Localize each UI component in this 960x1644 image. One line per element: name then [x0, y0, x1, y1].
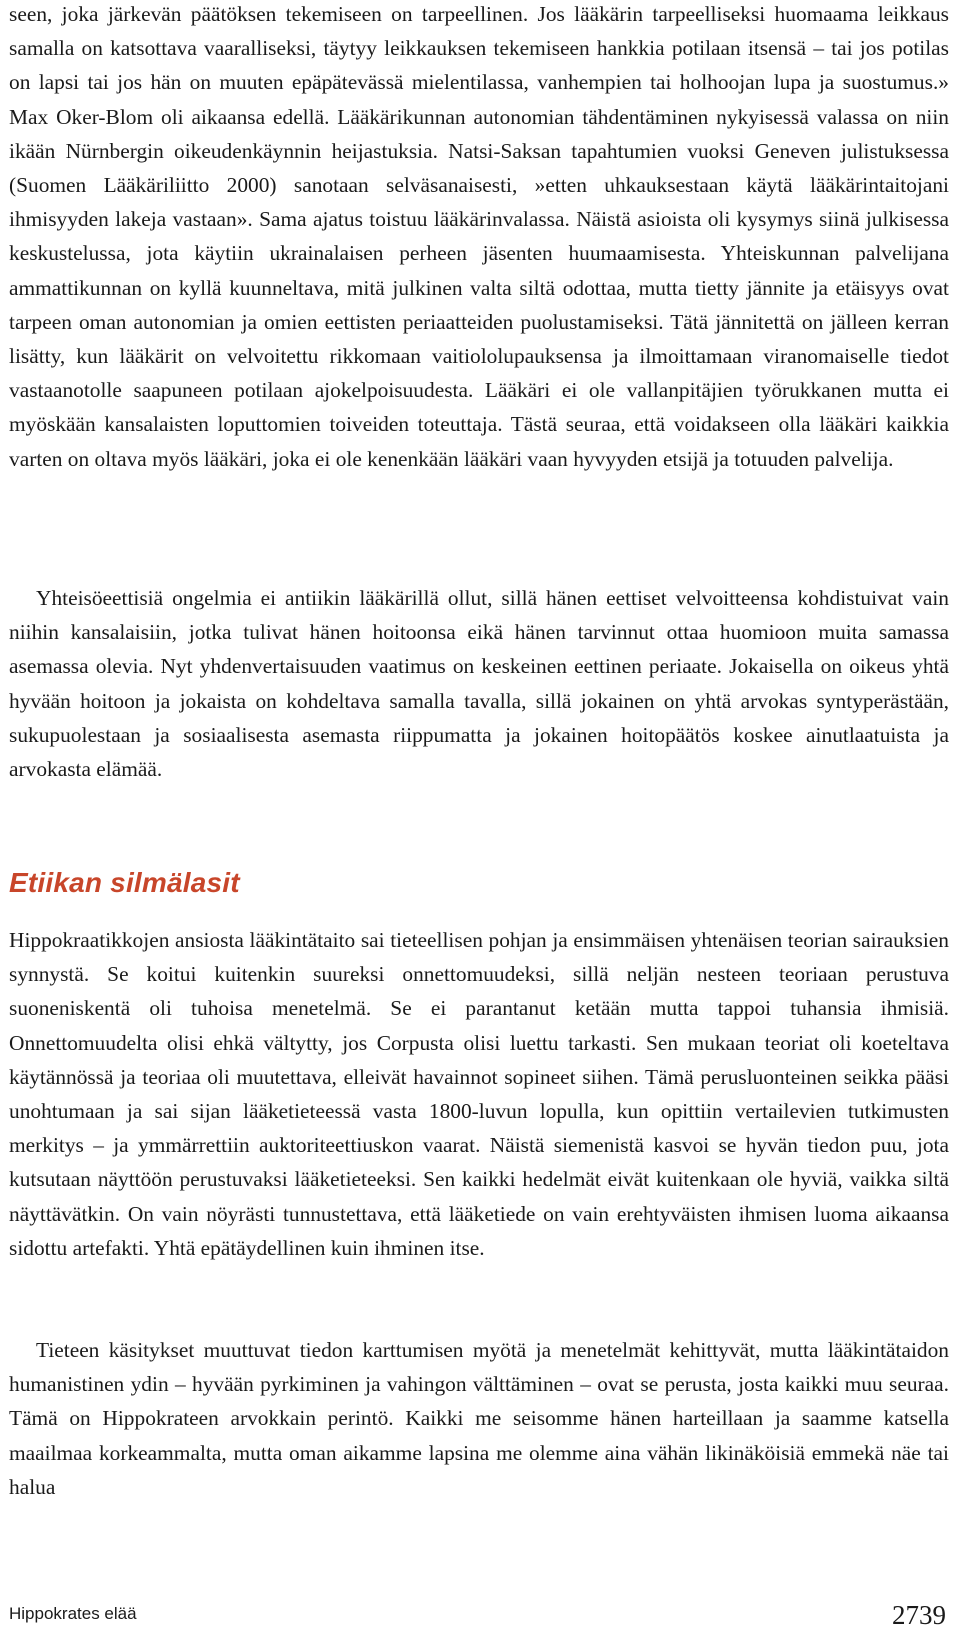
section-heading: Etiikan silmälasit [9, 867, 240, 898]
footer-page-number: 2739 [892, 1600, 946, 1630]
body-paragraph-continued: seen, joka järkevän päätöksen tekemiseen on tarpeellinen. Jos lääkärin tarpeelliseksi huomaama leikkaus samalla on katsottava vaaralliseksi, täytyy leikkauksen tekemiseen hankkia potilaan itsensä – tai jos potilas on lapsi tai jos hän on muuten epäpätevässä mielentilassa, vanhempien tai holhoojan lupa ja suostumus.» Max Oker-Blom oli aikaansa edellä. Lääkärikunnan autonomian tähdentäminen nykyisessä valassa on niin ikään Nürnbergin oikeudenkäynnin heijastuksia. Natsi-Saksan tapahtumien vuoksi Geneven julistuksessa (Suomen Lääkäriliitto 2000) sanotaan selväsanaisesti, »etten uhkauksestaan käytä lääkärintaitojani ihmisyyden lakeja vastaan». Sama ajatus toistuu lääkärinvalassa. Näistä asioista oli kysymys siinä julkisessa keskustelussa, jota käytiin ukrainalaisen perheen jäsenten huumaamisesta. Yhteiskunnan palvelijana ammattikunnan on kyllä kuunneltava, mitä julkinen valta siltä odottaa, mutta tietty jännite ja etäisyys ovat tarpeen oman autonomian ja omien eettisten periaatteiden puolustamiseksi. Tätä jännitettä on jälleen kerran lisätty, kun lääkärit on velvoitettu rikkomaan vaitiololupauksensa ja ilmoittamaan viranomaiselle tiedot vastaanotolle saapuneen potilaan ajokelpoisuudesta. Lääkäri ei ole vallanpitäjien työrukkanen mutta ei myöskään kansalaisten loputtomien toiveiden toteuttaja. Tästä seuraa, että voidakseen olla lääkäri kaikkia varten on oltava myös lääkäri, joka ei ole kenenkään lääkäri vaan hyvyyden etsijä ja totuuden palvelija. [9, 2, 949, 471]
body-paragraph: Tieteen käsitykset muuttuvat tiedon karttumisen myötä ja menetelmät kehittyvät, mutta lääkintätaidon humanistinen ydin – hyvään pyrkiminen ja vahingon välttäminen – ovat se perusta, josta kaikki muu seuraa. Tämä on Hippokrateen arvokkain perintö. Kaikki me seisomme hänen harteillaan ja saamme katsella maailmaa korkeammalta, mutta oman aikamme lapsina me olemme aina vähän likinäköisiä emmekä näe tai halua [9, 1338, 949, 1499]
body-paragraph: Hippokraatikkojen ansiosta lääkintätaito sai tieteellisen pohjan ja ensimmäisen yhtenäisen teorian sairauksien synnystä. Se koitui kuitenkin suureksi onnettomuudeksi, sillä neljän nesteen teoriaan perustuva suoneniskentä oli tuhoisa menetelmä. Se ei parantanut ketään mutta tappoi tuhansia ihmisiä. Onnettomuudelta olisi ehkä vältytty, jos Corpusta olisi luettu tarkasti. Sen mukaan teoriat oli koeteltava käytännössä ja teoriaa oli muutettava, elleivät havainnot sopineet siihen. Tämä perusluonteinen seikka pääsi unohtumaan ja sai sijan lääketieteessä vasta 1800-luvun lopulla, kun opittiin vertailevien tutkimusten merkitys – ja ymmärrettiin auktoriteettiuskon vaarat. Näistä siemenistä kasvoi se hyvän tiedon puu, jota kutsutaan näyttöön perustuvaksi lääketieteeksi. Sen kaikki hedelmät eivät kuitenkaan ole hyviä, vaikka siltä näyttävätkin. On vain nöyrästi tunnustettava, että lääketiede on vain erehtyväisten ihmisen luoma aikaansa sidottu artefakti. Yhtä epätäydellinen kuin ihminen itse. [9, 928, 949, 1260]
footer-journal-title: Hippokrates elää [9, 1604, 137, 1623]
body-paragraph: Yhteisöeettisiä ongelmia ei antiikin lääkärillä ollut, sillä hänen eettiset velvoitteensa kohdistuivat vain niihin kansalaisiin, jotka tulivat hänen hoitoonsa eikä hänen tarvinnut ottaa huomioon muita samassa asemassa olevia. Nyt yhdenvertaisuuden vaatimus on keskeinen eettinen periaate. Jokaisella on oikeus yhtä hyvään hoitoon ja jokaista on kohdeltava samalla tavalla, sillä jokainen on yhtä arvokas syntyperästään, sukupuolestaan ja sosiaalisesta asemasta riippumatta ja jokainen hoitopäätös koskee ainutlaatuista ja arvokasta elämää. [9, 586, 949, 782]
